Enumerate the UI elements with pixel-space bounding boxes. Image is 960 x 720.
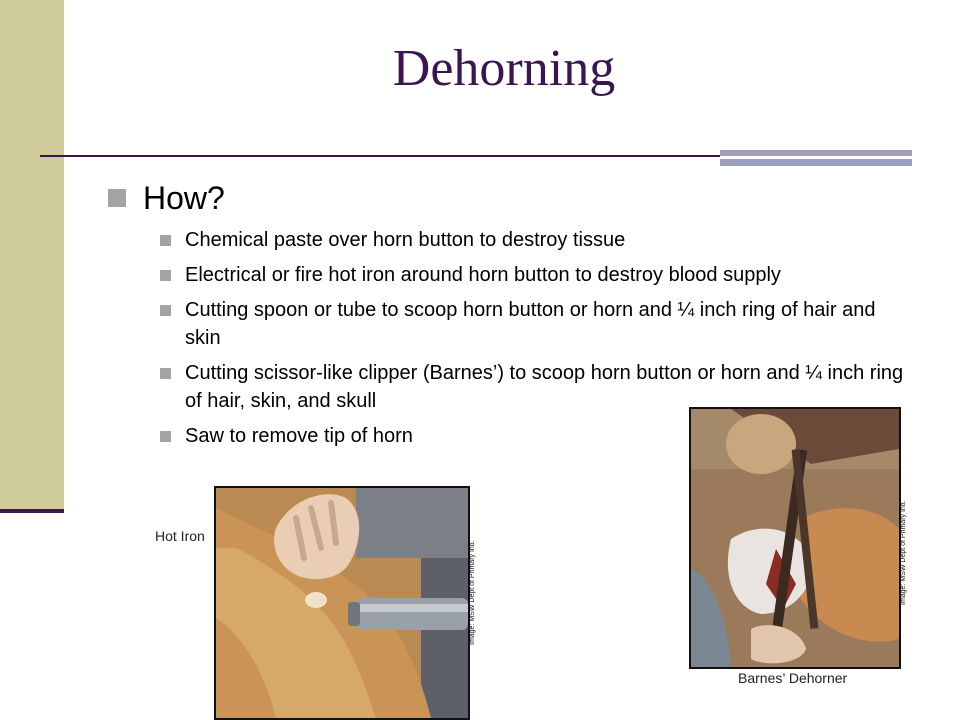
square-bullet-icon	[160, 368, 171, 379]
bullet-how-text: How?	[143, 180, 225, 216]
sub-bullet-text: Electrical or fire hot iron around horn button to destroy blood supply	[185, 264, 781, 286]
sub-bullet	[160, 261, 915, 289]
sub-bullet	[160, 296, 905, 352]
square-bullet-icon	[160, 305, 171, 316]
square-bullet-icon	[108, 189, 126, 207]
barnes-dehorner-illustration	[691, 409, 899, 667]
hot-iron-illustration	[216, 488, 468, 718]
title-rule-accent	[720, 150, 912, 166]
hot-iron-photo	[214, 486, 470, 720]
barnes-dehorner-caption: Barnes’ Dehorner	[738, 670, 848, 686]
slide-title: Dehorning	[392, 40, 616, 97]
sub-bullet-text: Cutting spoon or tube to scoop horn button or horn and ¼ inch ring of hair and skin	[185, 299, 876, 349]
sub-bullet-text: Chemical paste over horn button to destroy tissue	[185, 229, 626, 251]
square-bullet-icon	[160, 235, 171, 246]
barnes-dehorner-photo	[689, 407, 901, 669]
sub-bullet	[160, 226, 905, 254]
sub-bullet-text: Saw to remove tip of horn	[185, 425, 413, 447]
sidebar-underline	[0, 509, 64, 513]
hot-iron-credit: Image: MSW Dept of Primary Ind.	[469, 540, 476, 645]
bullet-how	[108, 179, 225, 217]
sub-bullet-text: Cutting scissor-like clipper (Barnes’) to scoop horn button or horn and ¼ inch ring of hair, skin, and skull	[185, 362, 904, 412]
sub-bullet	[160, 422, 685, 450]
hot-iron-caption: Hot Iron	[155, 528, 205, 544]
barnes-dehorner-credit: Image: MSW Dept of Primary Ind.	[900, 500, 907, 605]
square-bullet-icon	[160, 270, 171, 281]
square-bullet-icon	[160, 431, 171, 442]
